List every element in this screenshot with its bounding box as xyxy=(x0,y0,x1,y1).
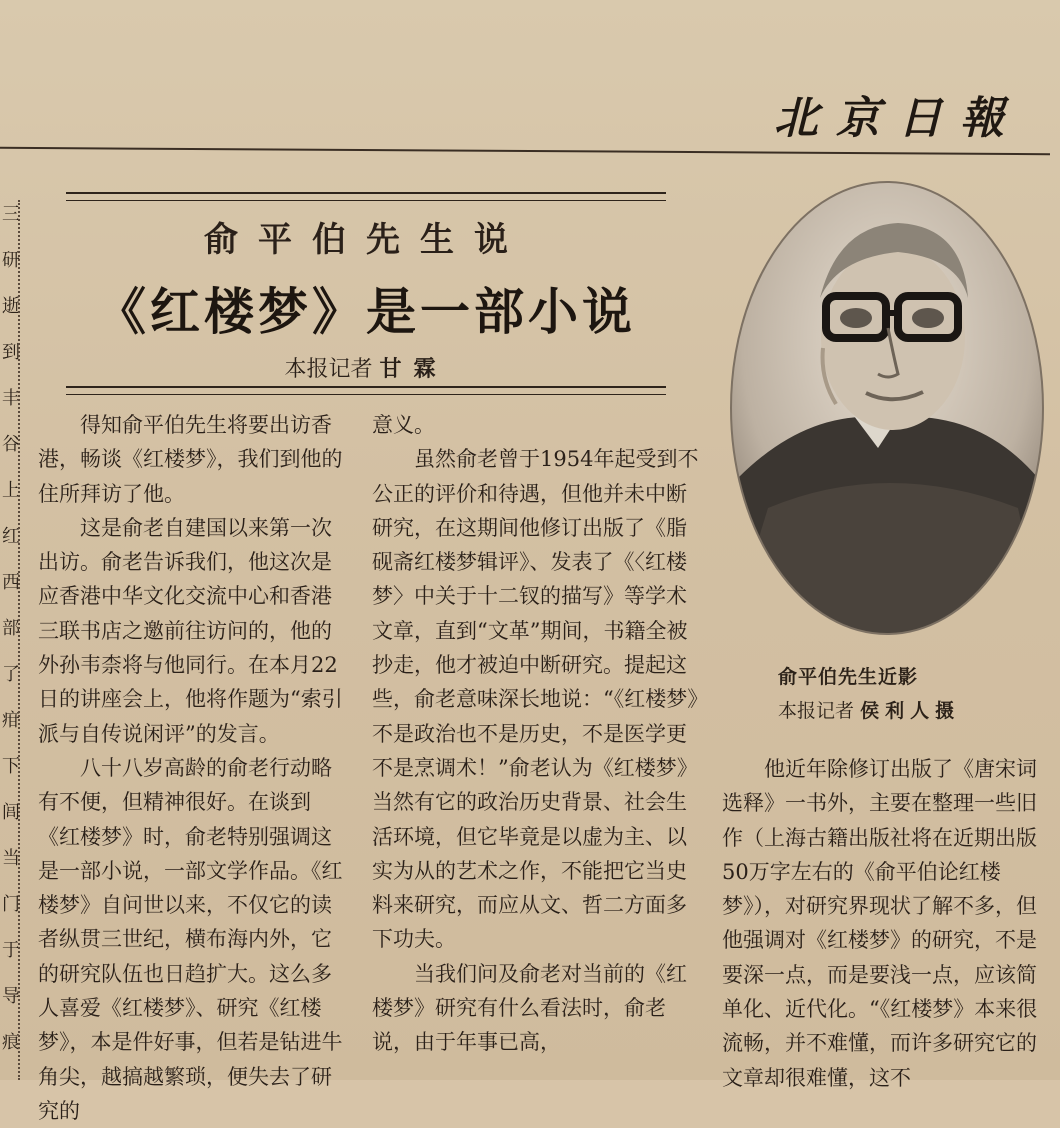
paragraph: 虽然俞老曾于1954年起受到不公正的评价和待遇，但他并未中断研究，在这期间他修订出版了《脂砚斋红楼梦辑评》、发表了《〈红楼梦〉中关于十二钗的描写》等学术文章，直到“文革”期间，书籍全被抄走，他才被迫中断研究。提起这些，俞老意味深长地说：“《红楼梦》不是政治也不是历史，不是医学更不是烹调术！”俞老认为《红楼梦》当然有它的政治历史背景、社会生活环境，但它毕竟是以虚为主、以实为从的艺术之作，不能把它当史料来研究，而应从文、哲二方面多下功夫。 xyxy=(372,447,699,952)
adjacent-column-glyph: 丰 xyxy=(2,388,20,409)
header-rule-bottom xyxy=(66,386,666,395)
photo-caption xyxy=(778,660,960,728)
adjacent-column-glyph: 了 xyxy=(2,664,20,685)
paragraph: 这是俞老自建国以来第一次出访。俞老告诉我们，他这次是应香港中华文化交流中心和香港三联书店之邀前往访问的，他的外孙韦柰将与他同行。在本月22日的讲座会上，他将作题为“索引派与自传说闲评”的发言。 xyxy=(38,515,343,746)
adjacent-column-glyph: 红 xyxy=(2,526,20,547)
adjacent-column-glyph: 下 xyxy=(2,756,20,777)
paragraph-continuation: 意义。 xyxy=(372,413,435,437)
adjacent-column-glyph: 疳 xyxy=(2,710,20,731)
portrait-image xyxy=(728,178,1046,638)
adjacent-column-glyph: 逝 xyxy=(2,296,20,317)
column-divider xyxy=(18,200,20,1080)
caption-credit xyxy=(778,694,960,728)
portrait-photo xyxy=(728,178,1046,638)
adjacent-column-glyph: 到 xyxy=(2,342,20,363)
adjacent-column-glyph: 闾 xyxy=(2,802,20,823)
byline-role: 本报记者 xyxy=(284,357,373,382)
article-header xyxy=(66,192,666,402)
article-headline: 《红楼梦》是一部小说 xyxy=(96,282,636,341)
caption-role: 本报记者 xyxy=(778,700,855,722)
adjacent-column-glyph: 部 xyxy=(2,618,20,639)
header-rule-top xyxy=(66,192,666,201)
article-kicker: 俞平伯先生说 xyxy=(204,220,528,260)
newspaper-masthead: 北京日報 xyxy=(774,93,1022,144)
top-rule xyxy=(0,147,1050,155)
adjacent-column-glyph: 上 xyxy=(2,480,20,501)
adjacent-column-glyph: 痕 xyxy=(2,1032,20,1053)
article-byline xyxy=(66,352,666,383)
adjacent-column-glyph: 于 xyxy=(2,940,20,961)
paragraph: 当我们问及俞老对当前的《红楼梦》研究有什么看法时，俞老说，由于年事已高， xyxy=(372,961,687,1055)
paragraph: 他近年除修订出版了《唐宋词选释》一书外，主要在整理一些旧作（上海古籍出版社将在近期出版50万字左右的《俞平伯论红楼梦》），对研究界现状了解不多，但他强调对《红楼梦》的研究，不是要深一点，而是要浅一点，应该简单化、近代化。“《红楼梦》本来很流畅，并不难懂，而许多研究它的文章却很难懂，这不 xyxy=(722,757,1038,1090)
caption-name: 侯利人摄 xyxy=(860,700,961,722)
adjacent-column-glyph: 导 xyxy=(2,986,20,1007)
adjacent-column-glyph: 研 xyxy=(2,250,20,271)
byline-name: 甘霖 xyxy=(379,356,448,382)
adjacent-column-glyph: 门 xyxy=(2,894,20,915)
adjacent-column-glyph: 西 xyxy=(2,572,20,593)
article-column-1 xyxy=(38,408,348,1128)
adjacent-column-glyph: 当 xyxy=(2,848,20,869)
caption-title: 俞平伯先生近影 xyxy=(778,666,919,688)
adjacent-column-glyph: 三 xyxy=(2,204,20,225)
paragraph: 得知俞平伯先生将要出访香港，畅谈《红楼梦》，我们到他的住所拜访了他。 xyxy=(38,413,343,506)
article-column-3 xyxy=(722,752,1040,1095)
adjacent-column-glyph: 谷 xyxy=(2,434,20,455)
adjacent-column-edge xyxy=(0,170,18,1080)
article-column-2 xyxy=(372,408,702,1060)
paragraph: 八十八岁高龄的俞老行动略有不便，但精神很好。在谈到《红楼梦》时，俞老特别强调这是一部小说，一部文学作品。《红楼梦》自问世以来，不仅它的读者纵贯三世纪，横布海内外，它的研究队伍也日趋扩大。这么多人喜爱《红楼梦》、研究《红楼梦》，本是件好事，但若是钻进牛角尖，越搞越繁琐，便失去了研究的 xyxy=(38,755,343,1123)
